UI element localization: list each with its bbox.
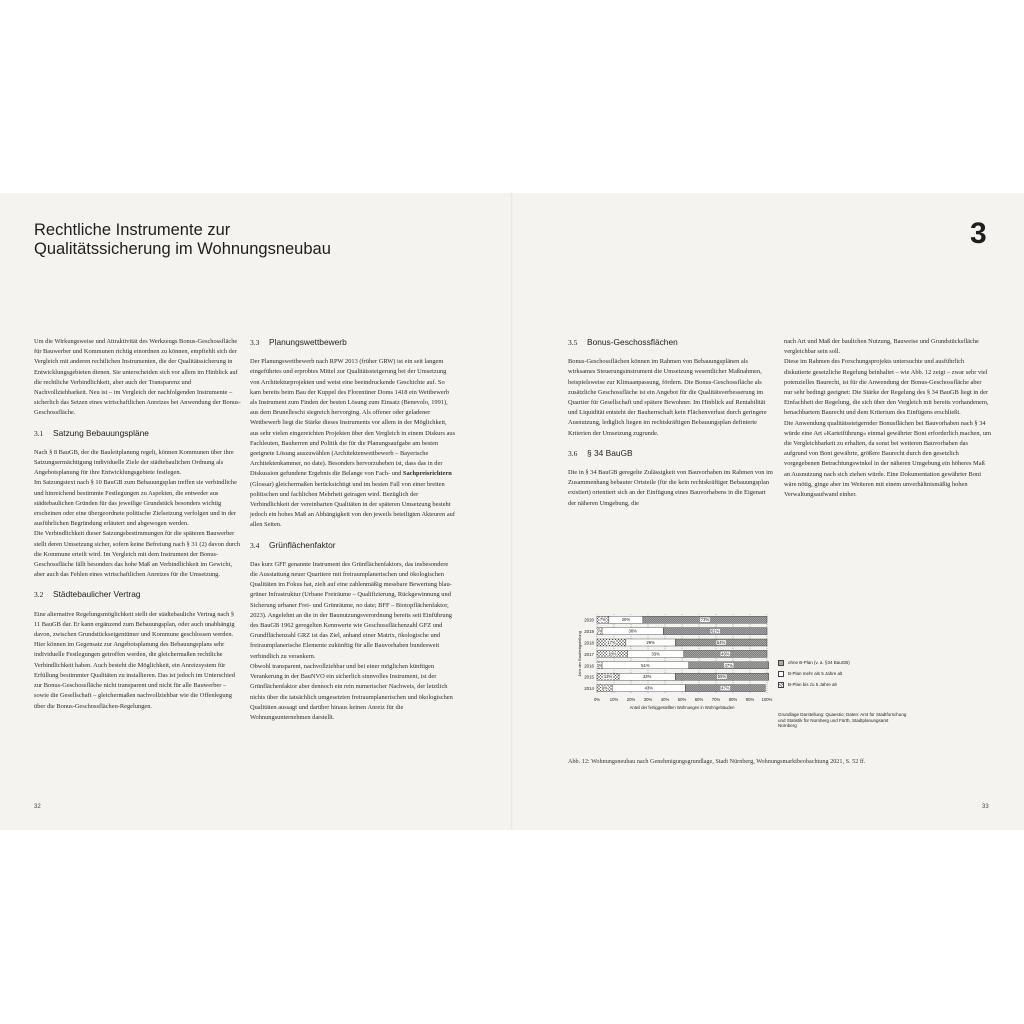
paragraph: Diese im Rahmen des Forschungsprojekts untersuchte und ausführlich diskutierte gesetzliche Regelung beinhaltet – wie Abb. 12 zeigt – zwar sehr viel potenzielles Baurecht, ist für die Anwendung der Bonus-Geschossfläche aber nur sehr bedingt geeignet: Die Stärke der Regelung des § 34 BauGB liegt in der Einfachheit der Regelung, die sich über den Vergleich mit bereits vorhandenem, benachbartem Baurecht und dem Kriterium des Einfügens erschließt. (784, 358, 989, 417)
data-label: 49% (721, 651, 730, 657)
book-spread (0, 193, 1024, 830)
legend-label: B-Plan bis zu 5 Jahre alt (788, 682, 837, 687)
legend-swatch-crosshatch (778, 682, 784, 688)
legend-item (778, 668, 850, 679)
y-tick-label: 2019 (584, 629, 594, 635)
data-label: 33% (651, 651, 660, 657)
stacked-bar-chart (575, 611, 775, 751)
page-number-left: 32 (34, 804, 41, 810)
section-number: 3.6 (568, 448, 578, 458)
data-label: 13% (603, 674, 613, 680)
chapter-title (34, 221, 331, 259)
x-tick-label: 60% (694, 696, 704, 702)
data-label: 36% (628, 628, 637, 634)
y-axis-label: Jahr der Baufertigstellung (577, 631, 582, 677)
legend-swatch-grey (778, 660, 784, 666)
paragraph (250, 357, 456, 530)
section-title: § 34 BauGB (587, 447, 633, 458)
data-label: 9% (601, 685, 608, 691)
text-column-1 (34, 337, 241, 712)
section-number: 3.3 (250, 338, 260, 347)
section-number: 3.5 (568, 338, 578, 347)
chapter-number: 3 (970, 217, 987, 250)
paragraph-text: Der Planungswettbewerb nach RPW 2013 (früher GRW) ist ein seit langem eingeführtes und erprobtes Mittel zur Qualitätssteigerung bei der Umsetzung von Architekturprojekten und weist eine beeindruckende Geschichte auf. So kam bereits beim Bau der Kuppel des Florentiner Doms 1418 ein Wettbewerb als Instrument zum Finden der besten Lösung zum Einsatz (Benevolo, 1991), aus dem Brunelleschi siegreich hervorging. Als offener oder geladener Wettbewerb liegt die Stärke dieses Instruments vor allem in der Möglichkeit, aus sehr vielen eingereichten Projekten über den Vergleich in einem Diskurs aus Fachleuten, Bauherren und Politik die für die Planungsaufgabe am besten geeignete Lösung auszuwählen (Architektenwettbewerb – Bayerische Architektenkammer, no date). Besonders hervorzuheben ist, dass das in der Diskussion gefundene Ergebnis die Belange von Fach- und (250, 358, 456, 478)
data-label: 55% (717, 674, 727, 680)
x-tick-label: 50% (677, 696, 687, 702)
data-label: 18% (608, 651, 617, 657)
data-label: 3% (596, 628, 603, 634)
data-label: 47% (721, 685, 730, 691)
intro-paragraph: Um die Wirkungsweise und Attraktivität des Werkzeugs Bonus-Geschossfläche für Bauwerber und Kommunen richtig einordnen zu können, empfiehlt sich der Vergleich mit anderen rechtlichen Instrumenten, die der Qualitätssicherung in Entwicklungsgebieten dienen. Sie unterscheiden sich vor allem im Hinblick auf die rechtliche Verbindlichkeit, aber auch der Transparenz und Nachvollziehbarkeit. Neu ist – im Vergleich der nachfolgenden Instrumente – sicherlich das Setzen eines wirtschaftlichen Anreizes bei Anwendung der Bonus-Geschossfläche. (34, 338, 241, 417)
chart-source-note: Grundlage Darstellung: Quaestio; Daten: Amt für Stadtforschung und Statistik für Nürnberg und Fürth, Stadtplanungsamt Nürnberg (778, 712, 907, 729)
y-tick-label: 2020 (584, 617, 594, 623)
x-tick-label: 10% (609, 696, 619, 702)
data-label: 43% (644, 685, 654, 691)
section-heading-3-5 (568, 337, 774, 348)
data-label: 47% (724, 662, 733, 668)
bold-term: Sachpreisrichtern (402, 470, 452, 478)
y-tick-label: 2018 (584, 640, 594, 646)
x-axis-label: Anteil der fertiggestellten Wohnungen in Wohngebäuden (629, 704, 735, 710)
x-tick-label: 20% (626, 696, 636, 702)
data-label: 17% (607, 640, 616, 645)
paragraph: Die in § 34 BauGB geregelte Zulässigkeit von Bauvorhaben im Rahmen von im Zusammenhang bebauter Ortsteile (für die kein rechtskräftiger Bebauungsplan existiert) orientiert sich an der Einfügung eines Bauvorhabens in die Eigenart der näheren Umgebung, die (568, 469, 773, 507)
data-label: 33% (642, 674, 652, 680)
paragraph: nach Art und Maß der baulichen Nutzung, Bauweise und Grundstücksfläche vergleichbar sein soll. (784, 338, 979, 356)
section-title: Planungswettbewerb (269, 337, 347, 347)
paragraph: Nach § 8 BauGB, der die Bauleitplanung regelt, können Kommunen über ihre Satzungsermächtigung individuelle Ziele der städtebaulichen Ordnung als Angebotsplanung für ihre Entwicklungsgebiete festlegen. (34, 448, 234, 477)
chart-legend (778, 657, 850, 690)
data-label: 61% (710, 628, 720, 634)
legend-label: ohne B-Plan (v. a. §34 BauGB) (788, 660, 850, 665)
data-label: 20% (621, 617, 631, 623)
paragraph: Das kurz GFF genannte Instrument des Grünflächenfaktors, das insbesondere die Ausstattung neuer Quartiere mit freiraumplanerischen und ökologischen Qualitäten im Fokus hat, zielt auf eine zahlenmäßig messbare Bewertung blau-grüner Infrastruktur (Urbane Freiräume – Qualifizierung, Rückgewinnung und Sicherung urbaner Frei- und Grünräume, no date; BFF – Biotopflächenfaktor, 2023). Angelehnt an die in der Baunutzungsverordnung bereits seit Einführung des BauGB 1962 geregelten Kennwerte wie Geschossflächenzahl GFZ und Grundflächenzahl GRZ ist das Ziel, anhand einer Matrix, ökologische und freiraumplanerische Elemente zukünftig für alle Bauvorhaben bundesweit verbindlich zu verankern. (250, 560, 452, 660)
data-label: 73% (700, 617, 710, 623)
x-tick-label: 40% (660, 696, 670, 702)
page-number-right: 33 (982, 804, 989, 810)
section-title: Bonus-Geschossflächen (587, 337, 678, 347)
x-tick-label: 30% (643, 696, 653, 702)
legend-item (778, 657, 850, 668)
chapter-title-line-1: Rechtliche Instrumente zur (34, 221, 231, 239)
text-column-4 (784, 337, 991, 500)
paragraph: Die Verbindlichkeit dieser Satzungsbestimmungen für die späteren Bauwerber stellt deren Umsetzung sicher, sofern keine Befreiung nach § 31 (2) davon durch die Kommune erteilt wird. Im Vergleich mit dem Instrument der Bonus-Geschossfläche fällt besonders das hohe Maß an Verbindlichkeit im Gewicht, aber auch das Fehlen eines wirtschaftlichen Anreizes für die Umsetzung. (34, 530, 241, 579)
x-tick-label: 70% (711, 696, 721, 702)
section-heading-3-3 (250, 337, 456, 348)
data-label: 3% (596, 662, 603, 668)
paragraph: Eine alternative Regelungsmöglichkeit stellt der städtebauliche Vertrag nach § 11 BauGB dar. Er kann ergänzend zum Bebauungsplan, oder auch unabhängig davon, zwischen Grundstückseigentümer und Kommune geschlossen werden. Hier können im Gegensatz zur Angebotsplanung des Bebauungsplans sehr individuelle Festlegungen getroffen werden, die gleichermaßen rechtliche Verbindlichkeit haben. Auch besteht die Möglichkeit, ein Anreizsystem für Erfüllung bestimmter Qualitäten zu installieren. Das ist jedoch im Unterschied zur Bonus-Geschossfläche nicht transparent und nicht für alle Bauwerber – sowie die Gesellschaft – gleichermaßen nachvollziehbar wie die Offenlegung über die Bonus-Geschossflächen-Regelungen. (34, 610, 235, 710)
text-column-3 (568, 337, 774, 509)
section-number: 3.4 (250, 540, 260, 550)
paragraph-text: (Glossar) gleichermaßen berücksichtigt und im besten Fall von einer breiten politischen und fachlichen Mehrheit getragen wird. Bezüglich der Verbindlichkeit der vereinbarten Qualitäten in der späteren Umsetzung besteht jedoch ein hohes Maß an Abhängigkeit von den jeweils beteiligten Akteuren auf allen Seiten. (250, 480, 455, 529)
x-tick-label: 80% (728, 696, 738, 702)
section-number: 3.1 (34, 428, 44, 438)
legend-item (778, 679, 850, 690)
y-tick-label: 2016 (584, 663, 594, 669)
data-label: 51% (641, 662, 650, 668)
section-heading-3-6 (568, 448, 774, 459)
figure-caption: Abb. 12: Wohnungsneubau nach Genehmigungsgrundlage, Stadt Nürnberg, Wohnungsmarktbeobachtung 2021, S. 52 ff. (568, 758, 866, 765)
paragraph: Die Anwendung qualitätssteigernder Bonusflächen bei Bauvorhaben nach § 34 würde eine Art »Karteiführung« einmal gewährter Boni erforderlich machen, um die Vergleichbarkeit zu erhalten, da sonst bei weiteren Bauvorhaben das aufgrund von Boni gewährte, größere Baurecht durch den gesetzlich vorgegebenen Betrachtungswinkel in der näheren Umgebung ein höheres Maß an Ausnutzung nach sich ziehen würde. Eine Dokumentation gewährter Boni wäre nötig, ginge aber im Weiteren mit einem unverhältnismäßig hohen Verwaltungsaufwand einher. (784, 419, 991, 499)
paragraph: Obwohl transparent, nachvollziehbar und bei einer möglichen künftigen Verankerung in der BauNVO ein sicherlich sinnvolles Instrument, ist der Grünflächenfaktor aber dennoch ein rein numerischer Nachweis, der letztlich nichts über die tatsächlich umgesetzten freiraumplanerischen und ökologischen Qualitäten aussagt und darüber hinaus keinen Anreiz für die Wohnungsunternehmen darstellt. (250, 662, 453, 721)
section-number: 3.2 (34, 590, 44, 600)
section-heading-3-1 (34, 428, 241, 439)
x-tick-label: 100% (761, 696, 773, 702)
data-label: 7% (599, 617, 606, 623)
section-heading-3-4 (250, 540, 456, 551)
x-tick-label: 0% (593, 696, 601, 702)
section-title: Grünflächenfaktor (269, 539, 336, 550)
section-heading-3-2 (34, 589, 241, 600)
y-tick-label: 2014 (584, 686, 594, 692)
y-tick-label: 2015 (584, 674, 594, 680)
x-tick-label: 90% (745, 696, 755, 702)
text-column-2 (250, 337, 456, 723)
section-title: Satzung Bebauungspläne (53, 427, 149, 438)
paragraph: Im Satzungstext nach § 10 BauGB zum Bebauungsplan treffen sie verbindliche und hinreichend bestimmte Festlegungen zu Aspekten, die entweder aus städtebaulichen Gründen für das jeweilige Grundstück besonders wichtig erscheinen oder eine übergeordnete politische Zielsetzung verfolgen und in der ausführlichen Begründung erläutert und abgewogen werden. (34, 479, 237, 528)
y-tick-label: 2017 (584, 651, 594, 657)
page-gutter (511, 193, 513, 830)
chapter-title-line-2: Qualitätssicherung im Wohnungsneubau (34, 240, 331, 258)
section-title: Städtebaulicher Vertrag (53, 589, 141, 600)
paragraph: Bonus-Geschossflächen können im Rahmen von Bebauungsplänen als wirksames Steuerungsinstrument die Umsetzung wesentlicher Maßnahmen, beispielsweise zur Klimaanpassung, fördern. Die Bonus-Geschossfläche als zusätzliche Geschossfläche ist ein Angebot für die Qualitätsverbesserung im Quartier für Gesellschaft und spätere Bewohner. Im Hinblick auf Rentabilität und Liquidität entsteht der Bauherrschaft kein Flächenverlust durch geringere Ausnutzung, lediglich liegen im rechtskräftigen Bebauungsplan definierte Kriterien der Umsetzung zugrunde. (568, 358, 767, 437)
data-label: 29% (646, 640, 655, 645)
legend-swatch-white (778, 671, 784, 677)
legend-label: B-Plan mehr als 5 Jahre alt (788, 671, 843, 676)
data-label: 54% (716, 640, 726, 645)
